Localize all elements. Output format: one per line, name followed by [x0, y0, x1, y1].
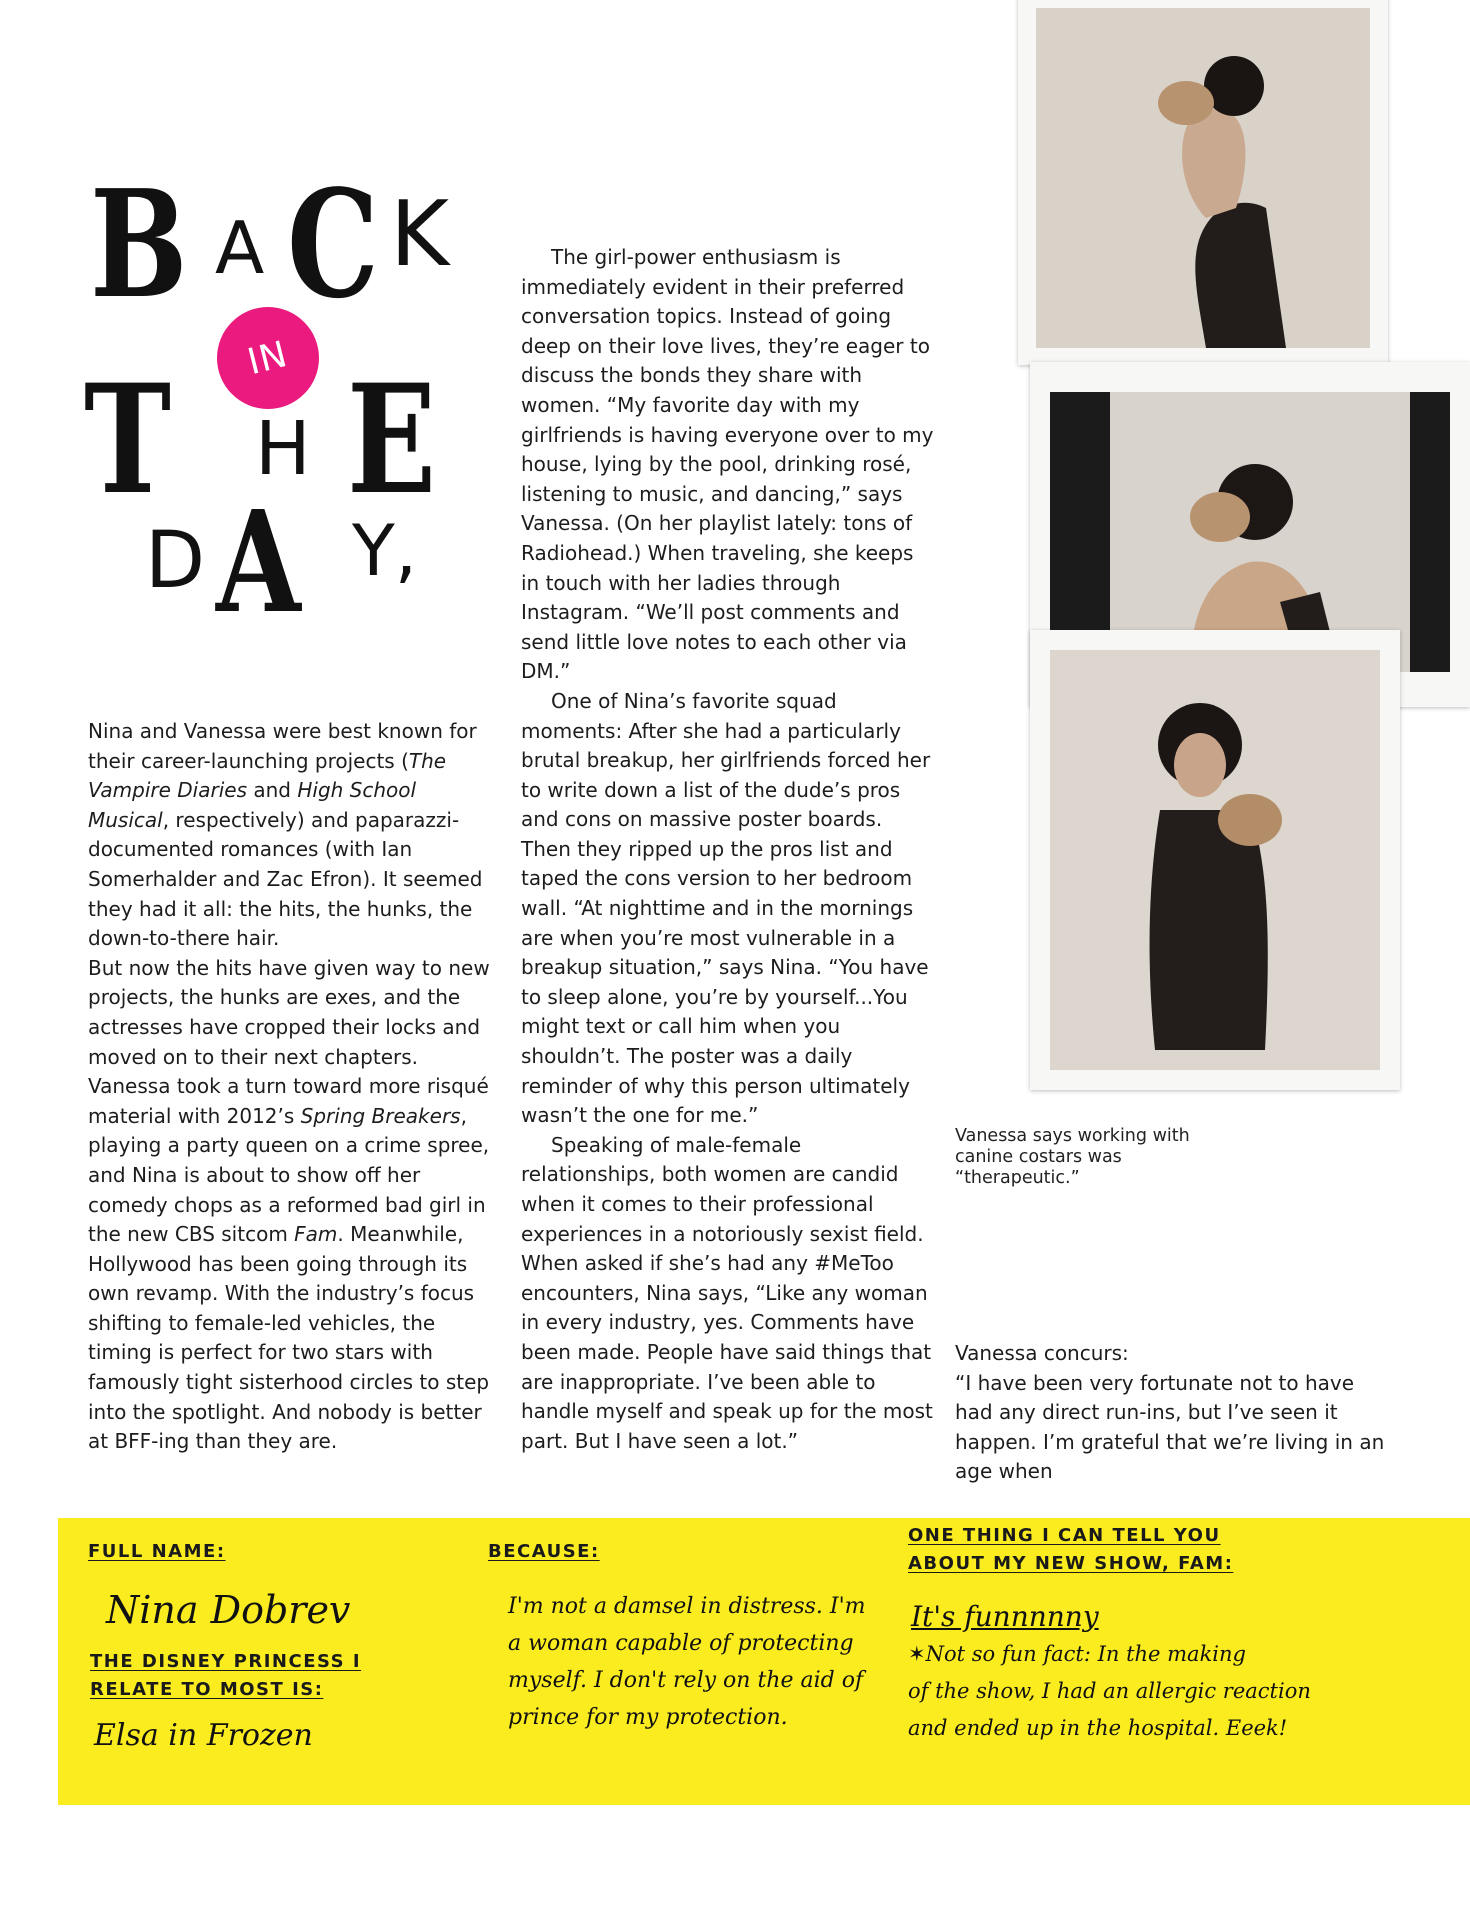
princess-handwritten: Elsa in Frozen — [94, 1718, 313, 1753]
headline-letter: T — [84, 352, 172, 528]
full-name-handwritten: Nina Dobrev — [106, 1588, 351, 1632]
because-handwritten: I'm not a damsel in distress. I'm a woman capable of protecting myself. I don't rely on the aid of prince for my protection. — [508, 1594, 866, 1730]
body-column-2 — [521, 243, 936, 1456]
headline-letter: A — [215, 206, 265, 290]
show-label: ONE THING I CAN TELL YOU ABOUT MY NEW SHOW, FAM: — [908, 1525, 1234, 1574]
polaroid-photo-1 — [1018, 0, 1388, 365]
princess-label: THE DISNEY PRINCESS I RELATE TO MOST IS: — [90, 1651, 362, 1700]
body-column-1 — [88, 717, 493, 1457]
photo-woman-kissing-puppy — [1036, 8, 1370, 348]
questionnaire-box — [58, 1518, 1470, 1805]
show-handwritten-note: ✶Not so fun fact: In the making of the show, I had an allergic reaction and ended up in the hospital. Eeek! — [908, 1642, 1311, 1740]
paragraph: “I have been very fortunate not to have had any direct run-ins, but I’ve seen it happen. I’m grateful that we’re living in an age when — [955, 1370, 1385, 1484]
photo-woman-cuddling-puppy — [1050, 650, 1380, 1070]
headline-letter: C — [287, 157, 379, 331]
paragraph: Nina and Vanessa were best known for their career-launching projects (The Vampire Diaries and High School Musical, respectively) and paparazzi-documented romances (with Ian Somerhalder and Zac Efron). It seemed they had it all: the hits, the hunks, the down-to-there hair. — [88, 719, 483, 951]
headline-letter: H — [255, 406, 311, 492]
headline-letter: A — [216, 481, 301, 645]
paragraph: But now the hits have given way to new projects, the hunks are exes, and the actresses have cropped their locks and moved on to their next chapters. Vanessa took a turn toward more risqué material with 2012’s Spring Breakers, playing a party queen on a crime spree, and Nina is about to show off her comedy chops as a reformed bad girl in the new CBS sitcom Fam. Meanwhile, Hollywood has been going through its own revamp. With the industry’s focus shifting to female-led vehicles, the timing is perfect for two stars with famously tight sisterhood circles to step into the spotlight. And nobody is better at BFF-ing than they are. — [88, 955, 490, 1454]
polaroid-photo-3 — [1030, 630, 1400, 1090]
in-badge: IN — [217, 307, 319, 409]
show-handwritten-headline: It's funnnnny — [911, 1600, 1099, 1633]
photo-caption: Vanessa says working with canine costars was “therapeutic.” — [955, 1126, 1190, 1188]
headline — [84, 157, 510, 650]
headline-letter: K — [390, 182, 450, 287]
full-name-label: FULL NAME: — [88, 1541, 226, 1562]
paragraph: One of Nina’s favorite squad moments: After she had a particularly brutal breakup, her girlfriends forced her to write down a list of the dude’s pros and cons on massive poster boards. Then they ripped up the pros list and taped the cons version to her bedroom wall. “At nighttime and in the mornings are when you’re most vulnerable in a breakup situation,” says Nina. “You have to sleep alone, you’re by yourself...You might text or call him when you shouldn’t. The poster was a daily reminder of why this person ultimately wasn’t the one for me.” — [521, 688, 931, 1128]
headline-letter: B — [90, 157, 188, 331]
headline-letter: D — [145, 516, 206, 606]
headline-letter: Y, — [352, 510, 418, 592]
paragraph: The girl-power enthusiasm is immediately evident in their preferred conversation topics. Instead of going deep on their love lives, they’re eager to discuss the bonds they share with women. “My favorite day with my girlfriends is having everyone over to my house, lying by the pool, drinking rosé, listening to music, and dancing,” says Vanessa. (On her playlist lately: tons of Radiohead.) When traveling, she keeps in touch with her ladies through Instagram. “We’ll post comments and send little love notes to each other via DM.” — [521, 245, 934, 684]
headline-letter: E — [347, 352, 437, 528]
paragraph: Speaking of male-female relationships, both women are candid when it comes to their professional experiences in a notoriously sexist field. When asked if she’s had any #MeToo encounters, Nina says, “Like any woman in every industry, yes. Comments have been made. People have said things that are inappropriate. I’ve been able to handle myself and speak up for the most part. But I have seen a lot.” — [521, 1132, 933, 1453]
body-column-3 — [955, 1339, 1395, 1487]
because-label: BECAUSE: — [488, 1541, 600, 1562]
paragraph: Vanessa concurs: — [955, 1341, 1129, 1365]
star-icon: ✶ — [908, 1642, 926, 1666]
